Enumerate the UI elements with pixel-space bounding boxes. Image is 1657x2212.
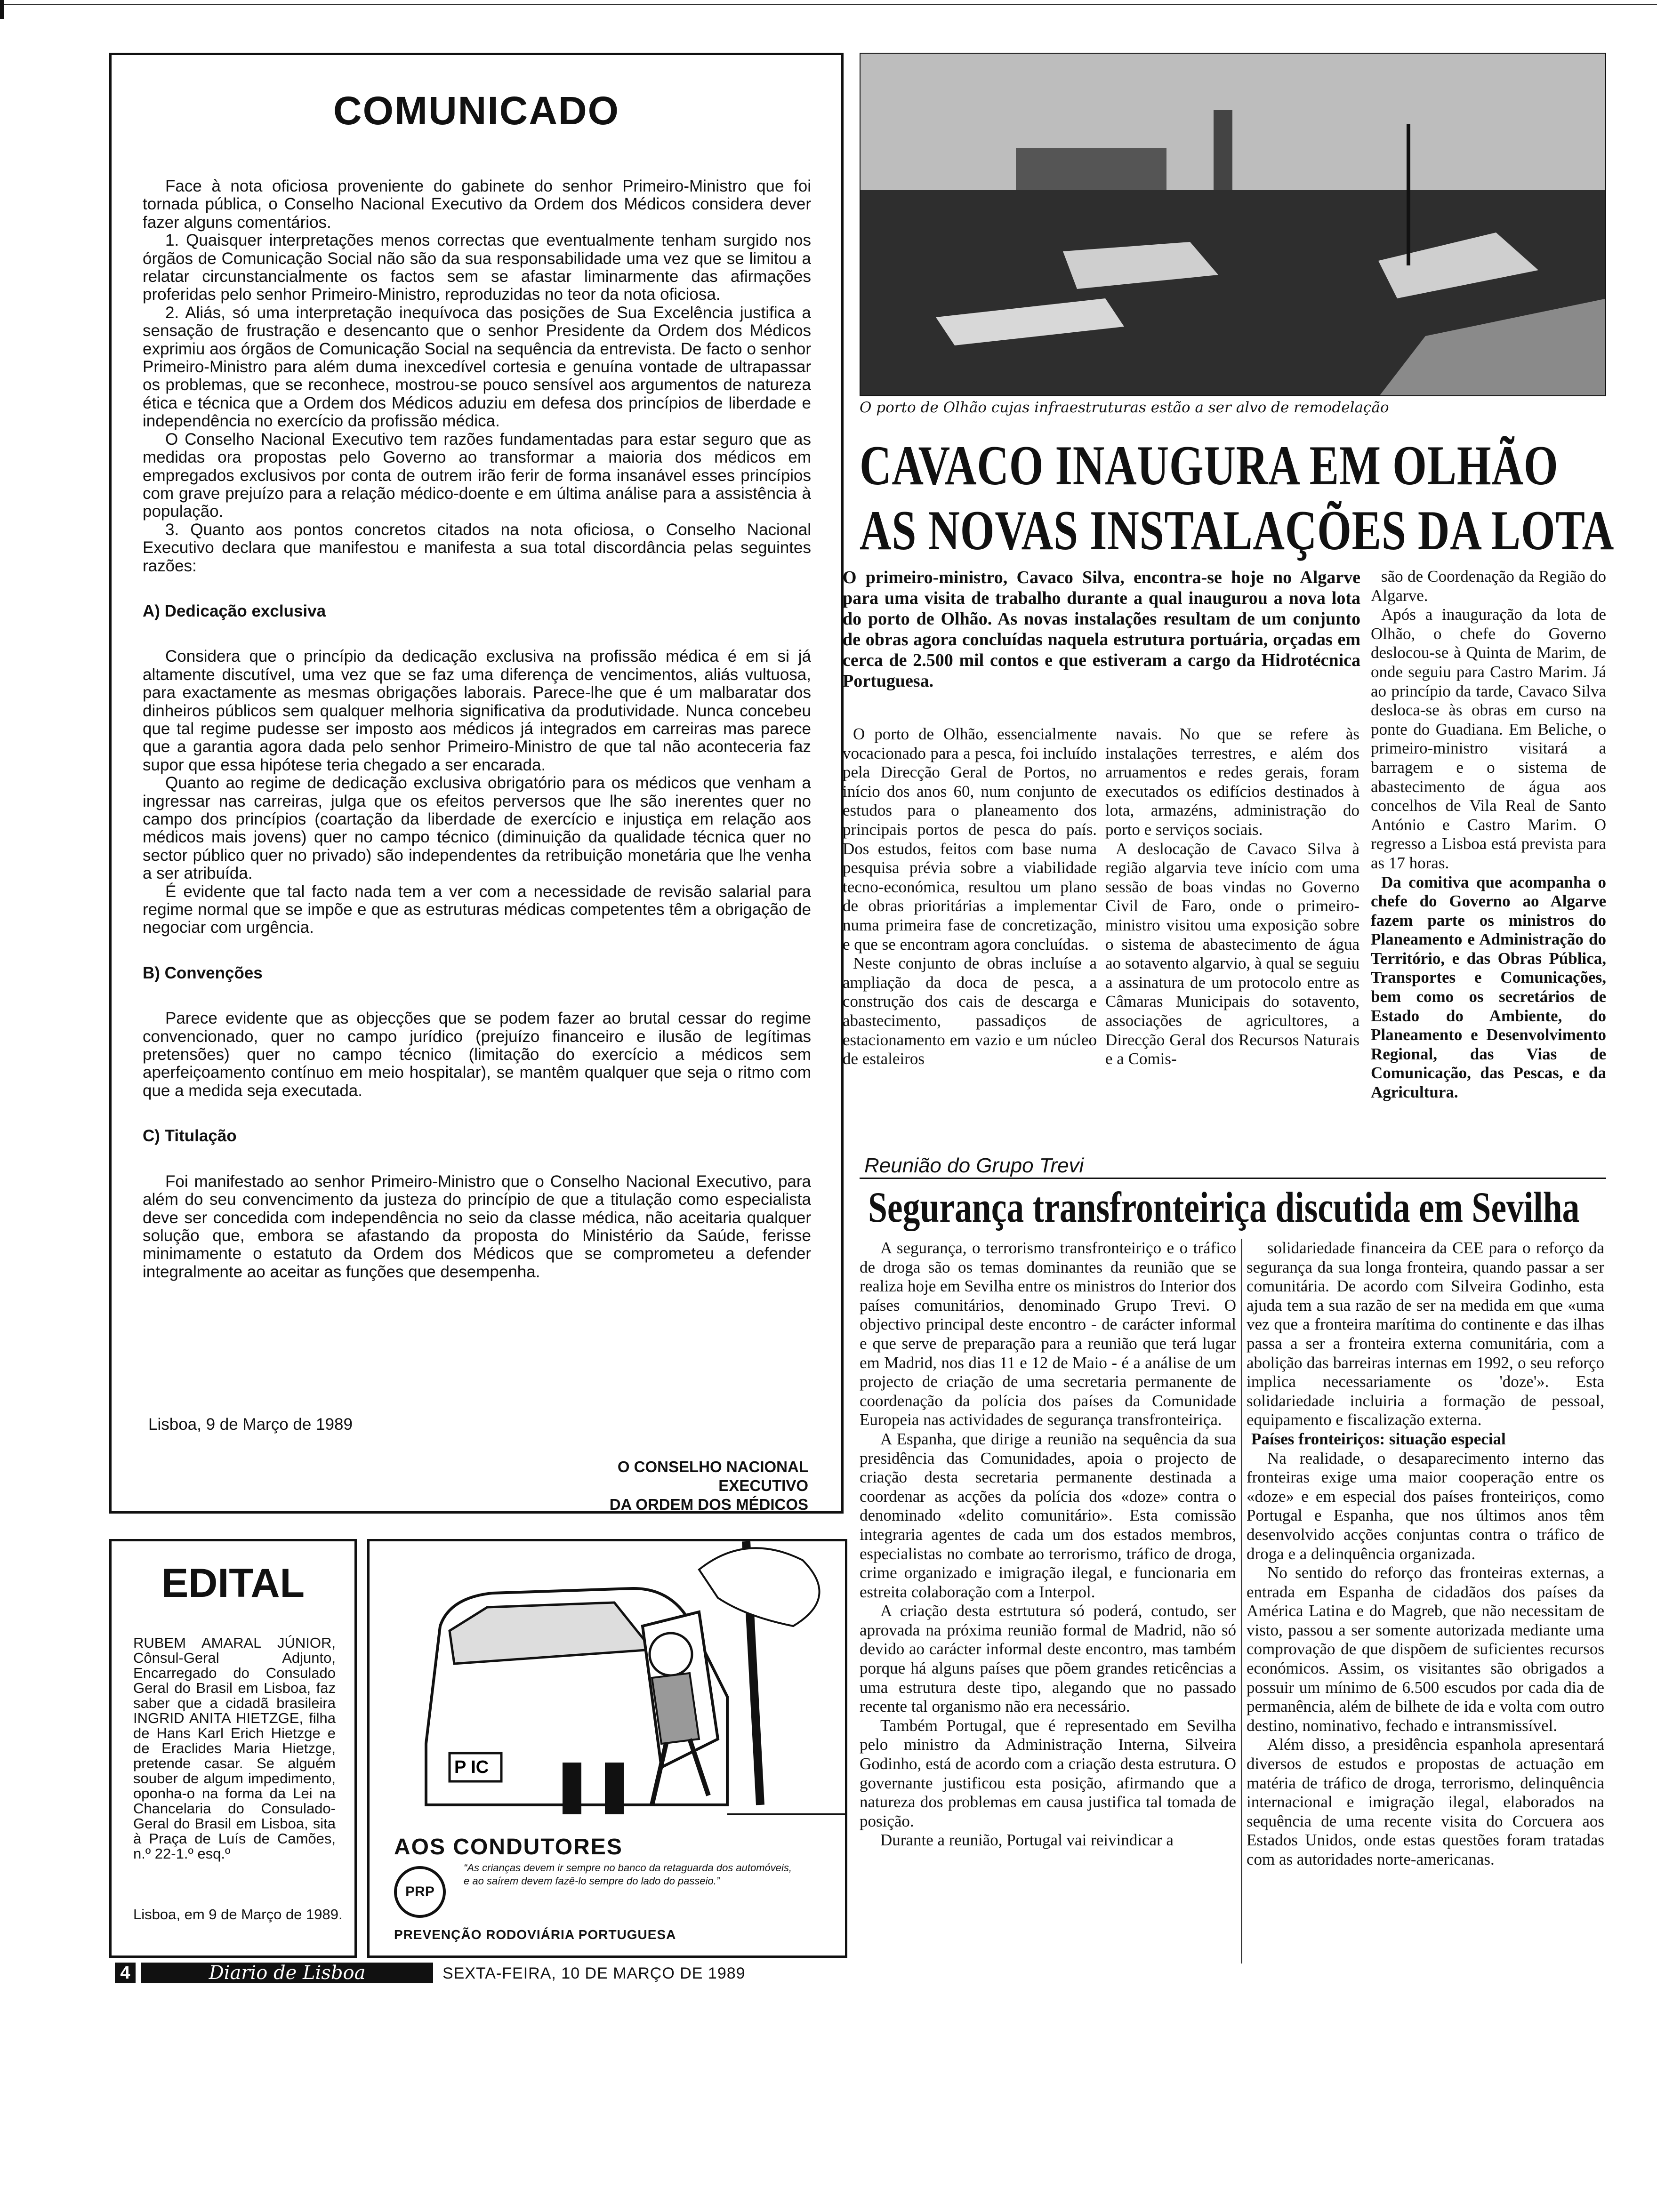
page-number: 4 bbox=[115, 1963, 136, 1983]
section-a-paragraph: Quanto ao regime de dedicação exclusiva obrigatório para os médicos que venham a ingressar nas carreiras, julga que os efeitos perversos que lhe são inerentes quer no campo dos princípios (coartação da liberdade de exercício e injustiça em relação aos médicos mais jovens) quer no campo técnico (diminuição da qualidade técnica quer no sector público quer no privado) são independentes da retribuição monetária que lhe venha a ser atribuída. bbox=[143, 774, 811, 883]
top-mark bbox=[0, 0, 4, 19]
comunicado-box bbox=[109, 53, 844, 1514]
column-rule bbox=[1241, 1239, 1242, 1964]
trevi-paragraph: No sentido do reforço das fronteiras externas, a entrada em Espanha de cidadãos dos países da América Latina e do Magreb, que não necessitam de visto, passou a ser somente autorizada mediante uma comprovação de que dispõem de suficientes recursos económicos. Assim, os visitantes são obrigados a possuir um mínimo de 6.500 escudos por cada dia de permanência, além de bilhete de ida e volta com outro destino, nominativo, fechado e intransmissível. bbox=[1247, 1563, 1604, 1735]
lota-paragraph: são de Coordenação da Região do Algarve. bbox=[1371, 567, 1606, 605]
comunicado-body bbox=[143, 177, 811, 1281]
lota-paragraph: Após a inauguração da lota de Olhão, o chefe do Governo deslocou-se à Quinta de Marim, de onde seguiu para Castro Marim. Já ao princípio da tarde, Cavaco Silva desloca-se às obras em curso na ponte do Guadiana. Em Beliche, o primeiro-ministro visitará a barragem e o sistema de abastecimento de água aos concelhos de Vila Real de Santo António e Castro Marim. O regresso a Lisboa está prevista para as 17 horas. bbox=[1371, 605, 1606, 872]
harbor-photo-image bbox=[861, 54, 1606, 396]
comunicado-paragraph: 1. Quaisquer interpretações menos correctas que eventualmente tenham surgido nos órgãos de Comunicação Social não são da sua responsabilidade uma vez que se limitou a relatar circunstancialmente os factos sem se afastar liminarmente das afirmações proferidas pelo senhor Primeiro-Ministro, reproduzidas no teor da nota oficiosa. bbox=[143, 231, 811, 304]
edital-box bbox=[109, 1539, 357, 1958]
harbor-photo bbox=[860, 53, 1606, 396]
trevi-paragraph: Além disso, a presidência espanhola apresentará diversos de estudos e propostas de actuação em matéria de tráfico de droga, terrorismo, delinquência internacional e imigração ilegal, elaborados na sequência de uma recente visita do Corcuera aos Estados Unidos, onde estas questões foram tratadas com as autoridades norte-americanas. bbox=[1247, 1735, 1604, 1868]
comunicado-paragraph: O Conselho Nacional Executivo tem razões fundamentadas para estar seguro que as medidas ora propostas pelo Governo ao transformar a maioria dos médicos em empregados exclusivos por conta de outrem irão ferir de forma insanável esses princípios com grave prejuízo para a relação médico-doente e em última análise para a assistência à população. bbox=[143, 430, 811, 521]
trevi-paragraph: Também Portugal, que é representado em Sevilha pelo ministro da Administração Interna, Silveira Godinho, está de acordo com a criação desta estrutura. O governante justificou esta posição, afirmando que a natureza dos problemas em causa justifica tal tomada de posição. bbox=[860, 1716, 1236, 1830]
prp-logo: PRP bbox=[394, 1866, 446, 1918]
section-a-paragraph: É evidente que tal facto nada tem a ver com a necessidade de revisão salarial para regime normal que se impõe e que as estruturas médicas competentes têm a obrigação de negociar com urgência. bbox=[143, 882, 811, 937]
lota-column-b bbox=[1105, 725, 1359, 1069]
photo-caption: O porto de Olhão cujas infraestruturas estão a ser alvo de remodelação bbox=[860, 399, 1389, 416]
road-safety-ad bbox=[367, 1539, 847, 1958]
lota-paragraph: Neste conjunto de obras incluíse a ampliação da doca de pesca, a construção dos cais de descarga e abastecimento, passadiços de estacionamento em vazio e um núcleo de estaleiros bbox=[843, 954, 1097, 1068]
lota-headline-line: CAVACO INAUGURA EM OLHÃO bbox=[860, 434, 1559, 497]
ad-title: AOS CONDUTORES bbox=[394, 1835, 623, 1859]
trevi-paragraph: Durante a reunião, Portugal vai reivindicar a bbox=[880, 1831, 1174, 1850]
section-b-heading: B) Convenções bbox=[143, 963, 263, 982]
trevi-kicker: Reunião do Grupo Trevi bbox=[864, 1154, 1084, 1177]
section-c-paragraph: Foi manifestado ao senhor Primeiro-Ministro que o Conselho Nacional Executivo, para além do seu convencimento da justeza do princípio de que a titulação como especialista deve ser concedida com independência no seio da classe médica, não aceitaria qualquer solução que, embora se afastando da proposta do Ministério da Saúde, ferisse minimamente o estatuto da Ordem dos Médicos que se comprometeu a defender integralmente ao aceitar as funções que desempenha. bbox=[143, 1172, 811, 1281]
comunicado-paragraph: Face à nota oficiosa proveniente do gabinete do senhor Primeiro-Ministro que foi tornada pública, o Conselho Nacional Executivo da Ordem dos Médicos considera dever fazer alguns comentários. bbox=[143, 177, 811, 232]
lota-column-a bbox=[843, 725, 1097, 1069]
section-a-paragraph: Considera que o princípio da dedicação exclusiva na profissão médica é em si já altamente discutível, uma vez que se faz uma diferença de vencimentos, aliás vultuosa, para exactamente as mesmas obrigações laborais. Parece-lhe que é um malbaratar dos dinheiros públicos sem qualquer melhoria significativa da produtividade. Nunca concebeu que tal regime pudesse ser imposto aos médicos já integrados em carreiras mas parece que a garantia agora dada pelo senhor Primeiro-Ministro de que tal não aconteceria faz supor que essa hipótese teria chegado a ser encarada. bbox=[143, 647, 811, 774]
newspaper-logo: Diario de Lisboa bbox=[141, 1963, 433, 1983]
lota-paragraph: A deslocação de Cavaco Silva à região algarvia teve início com uma sessão de boas vindas no Governo Civil de Faro, onde o primeiro-ministro visitou uma exposição sobre o sistema de abastecimento de água ao sotavento algarvio, à qual se seguiu a assinatura de um protocolo entre as Câmaras Municipais do sotavento, associações de agricultores, a Direcção Geral dos Recursos Naturais e a Comis- bbox=[1105, 839, 1359, 1068]
issue-date: SEXTA-FEIRA, 10 DE MARÇO DE 1989 bbox=[442, 1964, 746, 1982]
trevi-headline: Segurança transfronteiriça discutida em Sevilha bbox=[868, 1183, 1580, 1231]
comunicado-paragraph: 3. Quanto aos pontos concretos citados na nota oficiosa, o Conselho Nacional Executivo declara que manifestou e manifesta a sua total discordância pelas seguintes razões: bbox=[143, 520, 811, 575]
comunicado-title: COMUNICADO bbox=[333, 88, 619, 133]
lota-paragraph: O porto de Olhão, essencialmente vocacionado para a pesca, foi incluído pela Direcção Geral de Portos, no início dos anos 60, num conjunto de estudos para o planeamento dos principais portos de pesca do país. Dos estudos, feitos com base numa pesquisa prévia sobre a viabilidade tecno-económica, resultou um plano de obras prioritárias a implementar numa primeira fase de concretização, e que se encontram agora concluídas. bbox=[843, 725, 1097, 954]
lota-paragraph: Da comitiva que acompanha o chefe do Governo ao Algarve fazem parte os ministros do Planeamento e Administração do Território, e das Obras Pública, Transportes e Comunicações, bem como os secretários de Estado do Ambiente, do Planeamento e Desenvolvimento Regional, das Vias de Comunicação, das Pescas, e da Agricultura. bbox=[1371, 873, 1606, 1102]
edital-title: EDITAL bbox=[161, 1561, 305, 1606]
section-divider bbox=[860, 1178, 1606, 1179]
lota-column-c bbox=[1371, 567, 1606, 1102]
edital-body: RUBEM AMARAL JÚNIOR, Cônsul-Geral Adjunto, Encarregado do Consulado Geral do Brasil em Lisboa, faz saber que a cidadã brasileira INGRID ANITA HIETZGE, filha de Hans Karl Erich Hietzge e de Eraclides Maria Hietzge, pretende casar. Se alguém souber de algum impedimento, oponha-o na forma da Lei na Chancelaria do Consulado-Geral do Brasil em Lisboa, sita à Praça de Luís de Camões, n.º 22-1.º esq.º bbox=[133, 1635, 336, 1862]
section-a-heading: A) Dedicação exclusiva bbox=[143, 601, 326, 620]
ad-plate: P IC bbox=[454, 1757, 489, 1777]
trevi-paragraph: A criação desta estrtutura só poderá, contudo, ser aprovada na próxima reunião formal de Madrid, não só devido ao carácter informal deste encontro, mas também porque há alguns países que põem grandes reticências a uma estrutura deste tipo, alegando que no passado recente tal organismo não era necessário. bbox=[860, 1602, 1236, 1716]
edital-date: Lisboa, em 9 de Março de 1989. bbox=[133, 1906, 343, 1923]
ad-illustration bbox=[370, 1541, 845, 1824]
section-c-heading: C) Titulação bbox=[143, 1127, 237, 1146]
lota-headline-line: AS NOVAS INSTALAÇÕES DA LOTA bbox=[860, 499, 1615, 561]
ad-text: “As crianças devem ir sempre no banco da retaguarda dos automóveis, e ao saírem devem fazê-lo sempre do lado do passeio.” bbox=[464, 1862, 792, 1887]
signature-line: O CONSELHO NACIONAL EXECUTIVO bbox=[617, 1458, 808, 1494]
section-b-paragraph: Parece evidente que as objecções que se podem fazer ao brutal cessar do regime convencionado, quer no campo jurídico (prejuízo financeiro e ilusão de legítimas pretensões) quer no campo técnico (limitação do exercício a médicos sem aperfeiçoamento contínuo em meio hospitalar), se mantêm qualquer que seja o ritmo com que a medida seja executada. bbox=[143, 1009, 811, 1100]
trevi-column-b bbox=[1247, 1239, 1604, 1869]
ad-footer: PREVENÇÃO RODOVIÁRIA PORTUGUESA bbox=[394, 1927, 676, 1942]
trevi-paragraph: solidariedade financeira da CEE para o reforço da segurança da sua longa fronteira, quando passar a ser comunitária. De acordo com Silveira Godinho, esta ajuda tem a sua razão de ser na medida em que «uma vez que a fronteira marítima do continente e das ilhas passa a ser a fronteira externa comunitária, com a abolição das barreiras internas em 1992, o seu reforço implica necessariamente os 'doze'». Esta solidariedade incluiria a formação de pessoal, equipamento e fiscalização externa. bbox=[1247, 1239, 1604, 1429]
comunicado-paragraph: 2. Aliás, só uma interpretação inequívoca das posições de Sua Excelência justifica a sensação de frustração e desencanto que o senhor Presidente da Ordem dos Médicos exprimiu aos órgãos de Comunicação Social na sequência da entrevista. De facto o senhor Primeiro-Ministro para além duma inexcedível cortesia e genuína vontade de ultrapassar os problemas, que se reconhece, mostrou-se pouco sensível aos argumentos de natureza ética e técnica que a Ordem dos Médicos aduziu em defesa dos princípios de liberdade e independência no exercício da profissão médica. bbox=[143, 303, 811, 431]
lota-headline bbox=[860, 433, 1615, 563]
trevi-paragraph: A segurança, o terrorismo transfronteiriço e o tráfico de droga são os temas dominantes da reunião que se realiza hoje em Sevilha entre os ministros do Interior dos países comunitários, denominado Grupo Trevi. O objectivo principal deste encontro - de carácter informal e que serve de preparação para a reunião que terá lugar em Madrid, nos dias 11 e 12 de Maio - é a análise de um projecto de criação de uma secretaria permanente de coordenação da polícia dos países da Comunidade Europeia nas actividades de segurança transfronteiriça. bbox=[860, 1239, 1236, 1429]
lota-lede: O primeiro-ministro, Cavaco Silva, encontra-se hoje no Algarve para uma visita de trabalho durante a qual inaugurou a nova lota do porto de Olhão. As novas instalações resultam de um conjunto de obras agora concluídas naquela estrutura portuária, orçadas em cerca de 2.500 mil contos e que estiveram a cargo da Hidrotécnica Portuguesa. bbox=[843, 568, 1360, 691]
lota-paragraph: navais. No que se refere às instalações terrestres, e além dos arruamentos e redes gerais, foram executados os edifícios destinados à lota, armazéns, administração do porto e serviços sociais. bbox=[1105, 725, 1359, 839]
trevi-paragraph: A Espanha, que dirige a reunião na sequência da sua presidência das Comunidades, apoia o projecto de criação desta secretaria permanente destinada a coordenar as acções da polícia dos «doze» contra o denominado «delito comunitário». Esta comissão integraria agentes de cada um dos estados membros, especialistas no combate ao terrorismo, tráfico de droga, crime organizado e imigração ilegal, e funcionaria em estreita colaboração com a Interpol. bbox=[860, 1429, 1236, 1601]
comunicado-date: Lisboa, 9 de Março de 1989 bbox=[148, 1415, 353, 1434]
comunicado-signature bbox=[526, 1458, 808, 1514]
signature-line: DA ORDEM DOS MÉDICOS bbox=[609, 1496, 808, 1513]
trevi-subheading: Países fronteiriços: situação especial bbox=[1251, 1429, 1506, 1448]
trevi-column-a bbox=[860, 1239, 1236, 1850]
trevi-paragraph: Na realidade, o desaparecimento interno das fronteiras exige uma maior cooperação entre os «doze» e em especial dos países fronteiriços, como Portugal e Espanha, que nos últimos anos têm desenvolvido acções conjuntas contra o tráfico de droga e a delinquência organizada. bbox=[1247, 1449, 1604, 1563]
top-rule bbox=[0, 0, 1657, 5]
